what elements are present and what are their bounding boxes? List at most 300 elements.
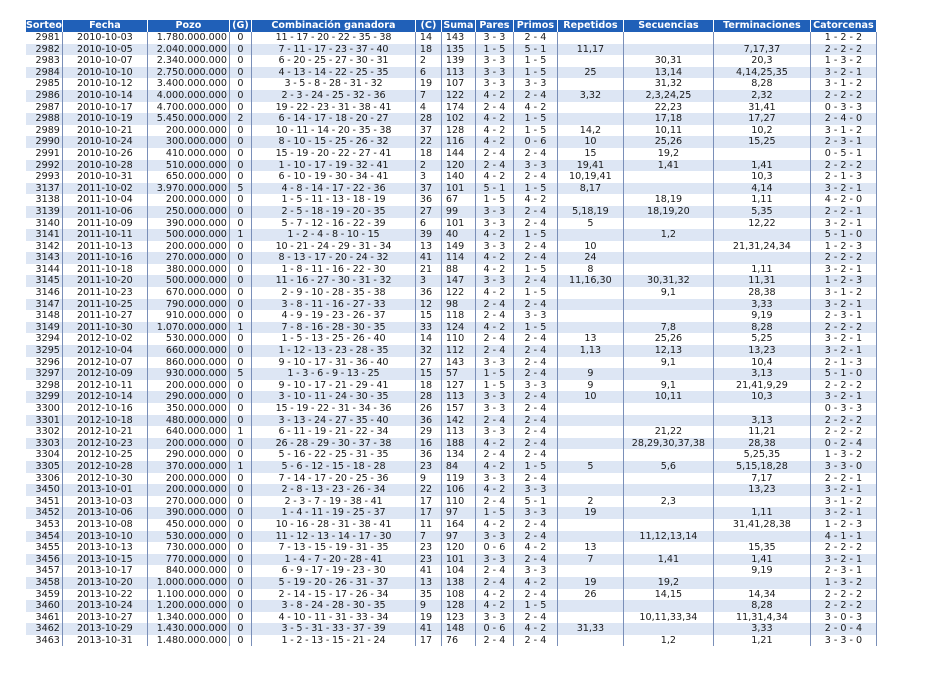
cell-primos: 2 - 4 — [513, 32, 557, 44]
table-row[interactable] — [26, 310, 876, 322]
cell-suma: 88 — [441, 264, 475, 276]
cell-repetidos — [557, 415, 623, 427]
table-row[interactable] — [26, 102, 876, 114]
cell-sorteo: 2981 — [26, 32, 62, 44]
cell-suma: 139 — [441, 55, 475, 67]
cell-fecha: 2010-10-03 — [62, 32, 147, 44]
header-sorteo[interactable]: Sorteo — [26, 20, 62, 31]
table-row[interactable] — [26, 67, 876, 79]
header-c[interactable]: (C) — [415, 20, 441, 32]
cell-pares: 4 - 2 — [475, 322, 513, 334]
table-row[interactable] — [26, 194, 876, 206]
cell-fecha: 2013-10-06 — [62, 507, 147, 519]
cell-primos: 2 - 4 — [513, 333, 557, 345]
table-row[interactable] — [26, 484, 876, 496]
table-row[interactable] — [26, 287, 876, 299]
cell-c: 17 — [415, 496, 441, 508]
header-primos[interactable]: Primos — [513, 20, 557, 32]
cell-suma: 157 — [441, 403, 475, 415]
table-row[interactable] — [26, 554, 876, 566]
cell-catorcenas: 3 - 2 - 1 — [810, 183, 876, 195]
cell-pares: 1 - 5 — [475, 507, 513, 519]
cell-g: 0 — [229, 589, 251, 601]
table-row[interactable] — [26, 368, 876, 380]
table-row[interactable] — [26, 113, 876, 125]
cell-fecha: 2013-10-17 — [62, 565, 147, 577]
cell-suma: 143 — [441, 32, 475, 44]
cell-suma: 110 — [441, 496, 475, 508]
cell-secuencias — [623, 218, 713, 230]
cell-fecha: 2011-10-13 — [62, 241, 147, 253]
cell-catorcenas: 2 - 2 - 1 — [810, 206, 876, 218]
table-row[interactable] — [26, 507, 876, 519]
table-row[interactable] — [26, 531, 876, 543]
table-row[interactable] — [26, 333, 876, 345]
cell-pares: 2 - 4 — [475, 102, 513, 114]
cell-terminaciones — [713, 403, 810, 415]
cell-repetidos — [557, 310, 623, 322]
cell-fecha: 2012-10-18 — [62, 415, 147, 427]
cell-suma: 140 — [441, 171, 475, 183]
cell-sorteo: 3457 — [26, 565, 62, 577]
cell-catorcenas: 3 - 2 - 1 — [810, 345, 876, 357]
cell-repetidos: 14,2 — [557, 125, 623, 137]
cell-catorcenas: 3 - 2 - 1 — [810, 554, 876, 566]
cell-repetidos: 5,18,19 — [557, 206, 623, 218]
cell-g: 0 — [229, 415, 251, 427]
cell-terminaciones: 2,32 — [713, 90, 810, 102]
cell-c: 13 — [415, 577, 441, 589]
cell-fecha: 2010-10-24 — [62, 136, 147, 148]
cell-combinacion: 4 - 8 - 14 - 17 - 22 - 36 — [251, 183, 415, 195]
table-row[interactable] — [26, 542, 876, 554]
cell-c: 41 — [415, 565, 441, 577]
cell-fecha: 2013-10-15 — [62, 554, 147, 566]
cell-terminaciones: 4,14,25,35 — [713, 67, 810, 79]
cell-terminaciones — [713, 496, 810, 508]
cell-g: 0 — [229, 275, 251, 287]
cell-pozo: 200.000.000 — [147, 380, 229, 392]
cell-primos: 2 - 4 — [513, 252, 557, 264]
table-row[interactable] — [26, 438, 876, 450]
table-row[interactable] — [26, 148, 876, 160]
cell-combinacion: 3 - 8 - 11 - 16 - 27 - 33 — [251, 299, 415, 311]
cell-catorcenas: 4 - 2 - 0 — [810, 194, 876, 206]
cell-repetidos: 19 — [557, 507, 623, 519]
cell-pozo: 3.400.000.000 — [147, 78, 229, 90]
cell-catorcenas: 3 - 1 - 2 — [810, 287, 876, 299]
cell-sorteo: 3458 — [26, 577, 62, 589]
table-row[interactable] — [26, 391, 876, 403]
cell-fecha: 2010-10-28 — [62, 160, 147, 172]
table-row[interactable] — [26, 183, 876, 195]
cell-fecha: 2010-10-07 — [62, 55, 147, 67]
cell-c: 23 — [415, 461, 441, 473]
cell-secuencias: 9,1 — [623, 287, 713, 299]
cell-sorteo: 3450 — [26, 484, 62, 496]
cell-primos: 2 - 4 — [513, 357, 557, 369]
table-row[interactable] — [26, 44, 876, 56]
cell-fecha: 2012-10-02 — [62, 333, 147, 345]
cell-g: 0 — [229, 565, 251, 577]
cell-suma: 128 — [441, 125, 475, 137]
cell-sorteo: 3455 — [26, 542, 62, 554]
table-row[interactable] — [26, 519, 876, 531]
table-row[interactable] — [26, 90, 876, 102]
cell-sorteo: 2987 — [26, 102, 62, 114]
cell-combinacion: 9 - 10 - 17 - 31 - 36 - 40 — [251, 357, 415, 369]
table-row[interactable] — [26, 577, 876, 589]
cell-pozo: 200.000.000 — [147, 438, 229, 450]
cell-suma: 113 — [441, 391, 475, 403]
cell-sorteo: 3138 — [26, 194, 62, 206]
cell-g: 0 — [229, 218, 251, 230]
cell-fecha: 2010-10-14 — [62, 90, 147, 102]
cell-sorteo: 3462 — [26, 623, 62, 635]
cell-secuencias: 22,23 — [623, 102, 713, 114]
cell-secuencias — [623, 473, 713, 485]
cell-primos: 2 - 4 — [513, 438, 557, 450]
cell-fecha: 2010-10-10 — [62, 67, 147, 79]
cell-suma: 144 — [441, 148, 475, 160]
cell-fecha: 2012-10-11 — [62, 380, 147, 392]
cell-catorcenas: 2 - 2 - 2 — [810, 44, 876, 56]
cell-suma: 127 — [441, 380, 475, 392]
cell-combinacion: 15 - 19 - 22 - 31 - 34 - 36 — [251, 403, 415, 415]
cell-secuencias: 25,26 — [623, 136, 713, 148]
table-row[interactable] — [26, 589, 876, 601]
cell-catorcenas: 1 - 2 - 3 — [810, 519, 876, 531]
cell-g: 0 — [229, 252, 251, 264]
table-row[interactable] — [26, 623, 876, 635]
cell-c: 19 — [415, 78, 441, 90]
cell-secuencias: 10,11 — [623, 391, 713, 403]
cell-repetidos: 15 — [557, 148, 623, 160]
cell-suma: 76 — [441, 635, 475, 647]
cell-pozo: 380.000.000 — [147, 264, 229, 276]
cell-secuencias — [623, 241, 713, 253]
cell-c: 41 — [415, 623, 441, 635]
header-g[interactable]: (G) — [229, 20, 251, 32]
table-row[interactable] — [26, 426, 876, 438]
cell-c: 2 — [415, 160, 441, 172]
header-fecha[interactable]: Fecha — [62, 20, 147, 32]
table-row[interactable] — [26, 565, 876, 577]
table-row[interactable] — [26, 229, 876, 241]
cell-sorteo: 3294 — [26, 333, 62, 345]
table-row[interactable] — [26, 380, 876, 392]
cell-pares: 3 - 3 — [475, 473, 513, 485]
cell-pares: 3 - 3 — [475, 32, 513, 44]
cell-pozo: 790.000.000 — [147, 299, 229, 311]
cell-secuencias: 12,13 — [623, 345, 713, 357]
cell-primos: 2 - 4 — [513, 426, 557, 438]
cell-g: 0 — [229, 299, 251, 311]
cell-pares: 1 - 5 — [475, 368, 513, 380]
cell-pares: 4 - 2 — [475, 125, 513, 137]
table-row[interactable] — [26, 218, 876, 230]
cell-suma: 138 — [441, 577, 475, 589]
cell-c: 26 — [415, 403, 441, 415]
table-row[interactable] — [26, 252, 876, 264]
cell-fecha: 2010-10-31 — [62, 171, 147, 183]
cell-terminaciones: 9,19 — [713, 565, 810, 577]
cell-catorcenas: 2 - 3 - 1 — [810, 565, 876, 577]
cell-terminaciones: 7,17,37 — [713, 44, 810, 56]
cell-pozo: 300.000.000 — [147, 136, 229, 148]
cell-g: 0 — [229, 32, 251, 44]
table-row[interactable] — [26, 160, 876, 172]
cell-catorcenas: 2 - 2 - 2 — [810, 322, 876, 334]
cell-suma: 108 — [441, 589, 475, 601]
cell-terminaciones — [713, 148, 810, 160]
cell-secuencias — [623, 299, 713, 311]
cell-g: 5 — [229, 368, 251, 380]
cell-repetidos: 11,16,30 — [557, 275, 623, 287]
cell-pares: 2 - 4 — [475, 415, 513, 427]
cell-primos: 2 - 4 — [513, 206, 557, 218]
cell-pozo: 1.100.000.000 — [147, 589, 229, 601]
cell-catorcenas: 3 - 1 - 2 — [810, 496, 876, 508]
cell-suma: 114 — [441, 252, 475, 264]
cell-sorteo: 3302 — [26, 426, 62, 438]
cell-fecha: 2010-10-05 — [62, 44, 147, 56]
cell-pozo: 1.430.000.000 — [147, 623, 229, 635]
table-row[interactable] — [26, 32, 876, 44]
cell-pares: 3 - 3 — [475, 218, 513, 230]
table-row[interactable] — [26, 55, 876, 67]
cell-primos: 2 - 4 — [513, 218, 557, 230]
cell-c: 12 — [415, 299, 441, 311]
table-row[interactable] — [26, 241, 876, 253]
cell-pares: 3 - 3 — [475, 78, 513, 90]
cell-combinacion: 11 - 16 - 27 - 30 - 31 - 32 — [251, 275, 415, 287]
cell-pares: 2 - 4 — [475, 565, 513, 577]
cell-sorteo: 3305 — [26, 461, 62, 473]
cell-secuencias: 9,1 — [623, 380, 713, 392]
cell-pares: 3 - 3 — [475, 55, 513, 67]
cell-repetidos — [557, 484, 623, 496]
table-row[interactable] — [26, 322, 876, 334]
cell-secuencias — [623, 565, 713, 577]
cell-sorteo: 3299 — [26, 391, 62, 403]
cell-terminaciones: 13,23 — [713, 484, 810, 496]
header-row — [26, 20, 876, 32]
cell-terminaciones: 8,28 — [713, 78, 810, 90]
table-row[interactable] — [26, 357, 876, 369]
table-row[interactable] — [26, 612, 876, 624]
header-repetidos[interactable]: Repetidos — [557, 20, 623, 32]
cell-g: 0 — [229, 449, 251, 461]
cell-terminaciones: 21,31,24,34 — [713, 241, 810, 253]
cell-secuencias: 17,18 — [623, 113, 713, 125]
cell-g: 0 — [229, 635, 251, 647]
cell-g: 0 — [229, 507, 251, 519]
cell-secuencias — [623, 310, 713, 322]
cell-suma: 98 — [441, 299, 475, 311]
cell-g: 0 — [229, 612, 251, 624]
cell-fecha: 2012-10-28 — [62, 461, 147, 473]
cell-suma: 104 — [441, 565, 475, 577]
header-terminaciones[interactable]: Terminaciones — [713, 20, 810, 32]
cell-repetidos — [557, 403, 623, 415]
cell-pozo: 3.970.000.000 — [147, 183, 229, 195]
table-row[interactable] — [26, 78, 876, 90]
table-row[interactable] — [26, 473, 876, 485]
cell-repetidos — [557, 32, 623, 44]
cell-c: 29 — [415, 426, 441, 438]
cell-catorcenas: 2 - 2 - 2 — [810, 600, 876, 612]
table-row[interactable] — [26, 600, 876, 612]
cell-repetidos: 26 — [557, 589, 623, 601]
table-row[interactable] — [26, 403, 876, 415]
cell-suma: 122 — [441, 287, 475, 299]
header-pozo[interactable]: Pozo — [147, 20, 229, 32]
cell-fecha: 2013-10-10 — [62, 531, 147, 543]
cell-pozo: 2.750.000.000 — [147, 67, 229, 79]
cell-c: 19 — [415, 612, 441, 624]
cell-c: 17 — [415, 635, 441, 647]
table-row[interactable] — [26, 461, 876, 473]
cell-c: 23 — [415, 542, 441, 554]
cell-pozo: 1.200.000.000 — [147, 600, 229, 612]
cell-primos: 1 - 5 — [513, 125, 557, 137]
cell-pozo: 530.000.000 — [147, 333, 229, 345]
cell-combinacion: 7 - 14 - 17 - 20 - 25 - 36 — [251, 473, 415, 485]
cell-fecha: 2012-10-04 — [62, 345, 147, 357]
cell-primos: 3 - 3 — [513, 310, 557, 322]
header-catorcenas[interactable]: Catorcenas — [810, 20, 876, 32]
table-row[interactable] — [26, 125, 876, 137]
header-suma[interactable]: Suma — [443, 20, 474, 31]
cell-repetidos: 10 — [557, 241, 623, 253]
cell-c: 3 — [415, 275, 441, 287]
cell-combinacion: 6 - 14 - 17 - 18 - 20 - 27 — [251, 113, 415, 125]
cell-sorteo: 3146 — [26, 287, 62, 299]
cell-combinacion: 10 - 21 - 24 - 29 - 31 - 34 — [251, 241, 415, 253]
cell-fecha: 2013-10-13 — [62, 542, 147, 554]
cell-c: 28 — [415, 391, 441, 403]
cell-secuencias — [623, 519, 713, 531]
cell-sorteo: 2993 — [26, 171, 62, 183]
cell-terminaciones: 15,35 — [713, 542, 810, 554]
table-row[interactable] — [26, 415, 876, 427]
cell-fecha: 2013-10-22 — [62, 589, 147, 601]
cell-secuencias — [623, 368, 713, 380]
cell-pares: 4 - 2 — [475, 229, 513, 241]
cell-primos: 1 - 5 — [513, 287, 557, 299]
table-row[interactable] — [26, 496, 876, 508]
cell-terminaciones: 3,13 — [713, 368, 810, 380]
cell-sorteo: 3453 — [26, 519, 62, 531]
cell-pares: 2 - 4 — [475, 299, 513, 311]
cell-pares: 3 - 3 — [475, 241, 513, 253]
cell-suma: 148 — [441, 623, 475, 635]
cell-c: 9 — [415, 473, 441, 485]
table-row[interactable] — [26, 264, 876, 276]
cell-repetidos: 24 — [557, 252, 623, 264]
cell-g: 0 — [229, 496, 251, 508]
table-row[interactable] — [26, 299, 876, 311]
cell-pares: 3 - 3 — [475, 357, 513, 369]
cell-pares: 4 - 2 — [475, 287, 513, 299]
cell-sorteo: 3306 — [26, 473, 62, 485]
cell-catorcenas: 2 - 2 - 1 — [810, 473, 876, 485]
table-row[interactable] — [26, 635, 876, 647]
cell-repetidos: 9 — [557, 380, 623, 392]
table-row[interactable] — [26, 171, 876, 183]
header-combinacion[interactable]: Combinación ganadora — [251, 20, 415, 32]
cell-secuencias: 28,29,30,37,38 — [623, 438, 713, 450]
cell-terminaciones: 14,34 — [713, 589, 810, 601]
cell-pozo: 840.000.000 — [147, 565, 229, 577]
cell-pares: 3 - 3 — [475, 403, 513, 415]
cell-catorcenas: 2 - 2 - 2 — [810, 90, 876, 102]
table-row[interactable] — [26, 345, 876, 357]
cell-primos: 2 - 4 — [513, 275, 557, 287]
cell-pozo: 290.000.000 — [147, 449, 229, 461]
cell-g: 0 — [229, 125, 251, 137]
table-row[interactable] — [26, 136, 876, 148]
cell-catorcenas: 3 - 1 - 2 — [810, 78, 876, 90]
cell-sorteo: 3144 — [26, 264, 62, 276]
cell-suma: 113 — [441, 67, 475, 79]
cell-terminaciones: 10,3 — [713, 171, 810, 183]
cell-catorcenas: 3 - 3 - 0 — [810, 635, 876, 647]
cell-pares: 4 - 2 — [475, 600, 513, 612]
cell-c: 22 — [415, 136, 441, 148]
cell-repetidos — [557, 473, 623, 485]
cell-pares: 1 - 5 — [475, 380, 513, 392]
table-row[interactable] — [26, 449, 876, 461]
cell-terminaciones: 3,13 — [713, 415, 810, 427]
cell-pares: 4 - 2 — [475, 136, 513, 148]
cell-combinacion: 10 - 16 - 28 - 31 - 38 - 41 — [251, 519, 415, 531]
cell-catorcenas: 2 - 2 - 2 — [810, 426, 876, 438]
table-body — [26, 32, 876, 646]
cell-fecha: 2011-10-20 — [62, 275, 147, 287]
cell-secuencias: 18,19 — [623, 194, 713, 206]
cell-catorcenas: 3 - 2 - 1 — [810, 507, 876, 519]
cell-pozo: 200.000.000 — [147, 194, 229, 206]
cell-sorteo: 3141 — [26, 229, 62, 241]
cell-g: 0 — [229, 554, 251, 566]
cell-repetidos: 10,19,41 — [557, 171, 623, 183]
table-row[interactable] — [26, 206, 876, 218]
cell-fecha: 2012-10-23 — [62, 438, 147, 450]
cell-pozo: 860.000.000 — [147, 357, 229, 369]
header-pares[interactable]: Pares — [475, 20, 513, 32]
cell-secuencias — [623, 623, 713, 635]
cell-primos: 2 - 4 — [513, 589, 557, 601]
cell-repetidos: 10 — [557, 391, 623, 403]
cell-pares: 4 - 2 — [475, 438, 513, 450]
cell-terminaciones: 11,31 — [713, 275, 810, 287]
table-row[interactable] — [26, 275, 876, 287]
header-secuencias[interactable]: Secuencias — [623, 20, 713, 32]
cell-fecha: 2011-10-11 — [62, 229, 147, 241]
cell-combinacion: 5 - 19 - 20 - 26 - 31 - 37 — [251, 577, 415, 589]
cell-pozo: 1.070.000.000 — [147, 322, 229, 334]
cell-combinacion: 1 - 5 - 13 - 25 - 26 - 40 — [251, 333, 415, 345]
cell-secuencias: 21,22 — [623, 426, 713, 438]
cell-catorcenas: 3 - 2 - 1 — [810, 67, 876, 79]
cell-repetidos: 2 — [557, 496, 623, 508]
cell-fecha: 2010-10-21 — [62, 125, 147, 137]
cell-combinacion: 5 - 7 - 12 - 16 - 22 - 39 — [251, 218, 415, 230]
cell-combinacion: 9 - 10 - 17 - 21 - 29 - 41 — [251, 380, 415, 392]
cell-combinacion: 3 - 13 - 24 - 27 - 35 - 40 — [251, 415, 415, 427]
